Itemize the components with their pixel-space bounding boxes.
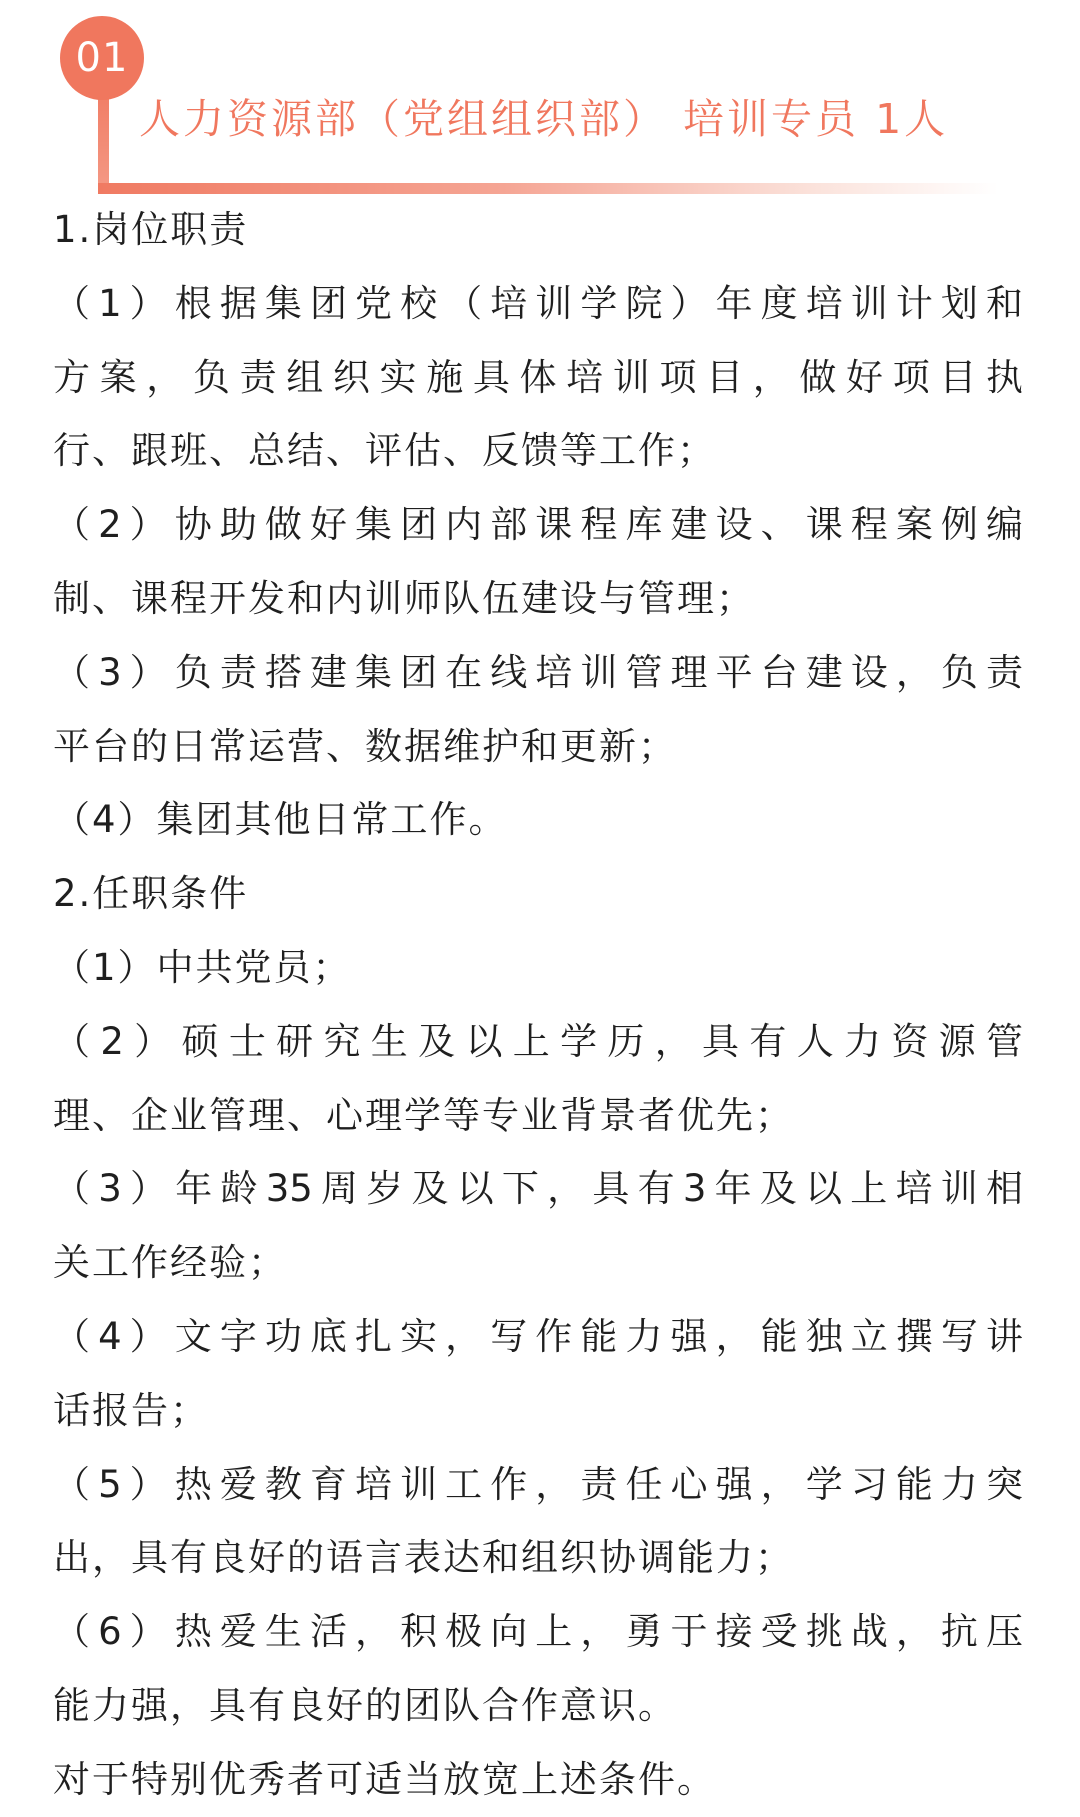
text-line: （1）根据集团党校（培训学院）年度培训计划和 [53, 281, 1023, 325]
text-line: 关工作经验； [53, 1241, 287, 1285]
text-line: （2）协助做好集团内部课程库建设、课程案例编 [53, 503, 1023, 547]
section-header [58, 10, 1018, 200]
section-number-badge: 01 [60, 16, 144, 100]
text-line: 出，具有良好的语言表达和组织协调能力； [53, 1536, 794, 1580]
text-line: （3）年龄35周岁及以下，具有3年及以上培训相 [53, 1167, 1023, 1211]
text-line: （4）集团其他日常工作。 [53, 798, 508, 842]
text-line: 能力强，具有良好的团队合作意识。 [53, 1683, 677, 1727]
text-line: （1）中共党员； [53, 945, 352, 989]
text-line: 理、企业管理、心理学等专业背景者优先； [53, 1093, 794, 1137]
text-line: 话报告； [53, 1388, 209, 1432]
text-line: （2）硕士研究生及以上学历，具有人力资源管 [53, 1019, 1023, 1063]
text-line: 制、课程开发和内训师队伍建设与管理； [53, 576, 755, 620]
text-line: （6）热爱生活，积极向上，勇于接受挑战，抗压 [53, 1610, 1023, 1654]
section-heading-requirements: 2.任职条件 [53, 872, 249, 916]
text-line: 行、跟班、总结、评估、反馈等工作； [53, 429, 716, 473]
text-line: （4）文字功底扎实，写作能力强，能独立撰写讲 [53, 1314, 1023, 1358]
job-description [53, 193, 1033, 1817]
position-title: 人力资源部（党组组织部） 培训专员 1人 [139, 95, 949, 143]
text-line: （5）热爱教育培训工作，责任心强，学习能力突 [53, 1462, 1023, 1506]
closing-note: 对于特别优秀者可适当放宽上述条件。 [53, 1757, 716, 1801]
text-line: 平台的日常运营、数据维护和更新； [53, 724, 677, 768]
section-heading-duties: 1.岗位职责 [53, 208, 249, 251]
text-line: （3）负责搭建集团在线培训管理平台建设，负责 [53, 650, 1023, 694]
text-line: 方案，负责组织实施具体培训项目，做好项目执 [53, 355, 1023, 399]
